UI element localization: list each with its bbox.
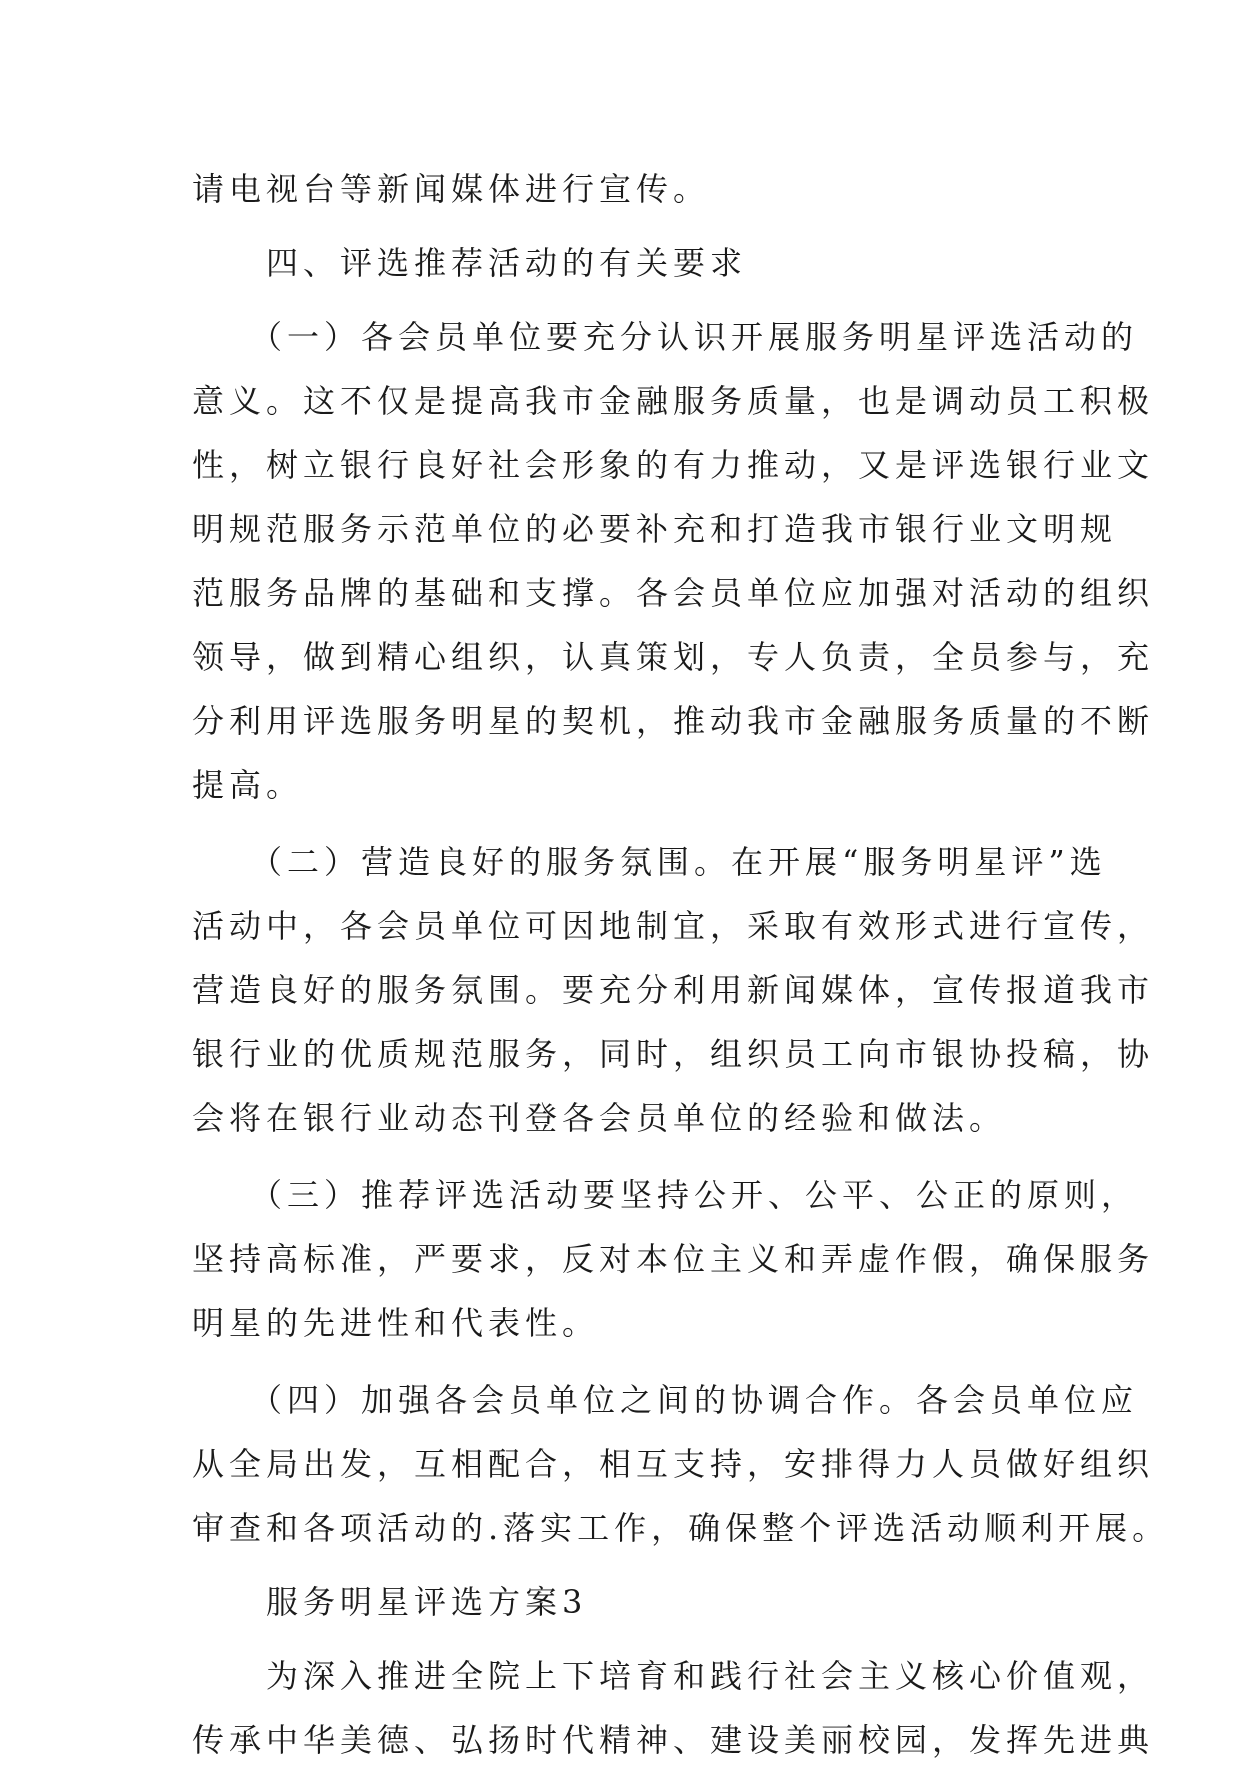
text-line: 审查和各项活动的.落实工作，确保整个评选活动顺利开展。: [192, 1509, 1170, 1547]
text-line: 领导，做到精心组织，认真策划，专人负责，全员参与，充: [192, 638, 1155, 676]
text-line: 营造良好的服务氛围。要充分利用新闻媒体，宣传报道我市: [192, 971, 1155, 1009]
text-line: 银行业的优质规范服务，同时，组织员工向市银协投稿，协: [192, 1035, 1155, 1073]
text-line: （二）营造良好的服务氛围。在开展“服务明星评”选: [192, 843, 1107, 881]
text-line: 范服务品牌的基础和支撑。各会员单位应加强对活动的组织: [192, 574, 1155, 612]
text-line: （三）推荐评选活动要坚持公开、公平、公正的原则，: [192, 1176, 1139, 1214]
text-line: 明星的先进性和代表性。: [192, 1304, 600, 1342]
text-line: 性，树立银行良好社会形象的有力推动，又是评选银行业文: [192, 446, 1155, 484]
text-line: 请电视台等新闻媒体进行宣传。: [192, 170, 711, 208]
text-line: 提高。: [192, 766, 304, 804]
section-heading: 四、评选推荐活动的有关要求: [192, 244, 748, 282]
text-line: 从全局出发，互相配合，相互支持，安排得力人员做好组织: [192, 1445, 1155, 1483]
text-line: 坚持高标准，严要求，反对本位主义和弄虚作假，确保服务: [192, 1240, 1155, 1278]
text-line: 意义。这不仅是提高我市金融服务质量，也是调动员工积极: [192, 382, 1155, 420]
text-line: 分利用评选服务明星的契机，推动我市金融服务质量的不断: [192, 702, 1155, 740]
text-line: （一）各会员单位要充分认识开展服务明星评选活动的: [192, 318, 1139, 356]
text-line: 会将在银行业动态刊登各会员单位的经验和做法。: [192, 1099, 1007, 1137]
text-line: （四）加强各会员单位之间的协调合作。各会员单位应: [192, 1381, 1139, 1419]
text-line: 明规范服务示范单位的必要补充和打造我市银行业文明规: [192, 510, 1118, 548]
text-line: 活动中，各会员单位可因地制宜，采取有效形式进行宣传，: [192, 907, 1155, 945]
text-line: 传承中华美德、弘扬时代精神、建设美丽校园，发挥先进典: [192, 1721, 1155, 1759]
text-line: 为深入推进全院上下培育和践行社会主义核心价值观，: [192, 1657, 1155, 1695]
document-body: [192, 157, 1170, 1772]
section-heading: 服务明星评选方案3: [192, 1583, 588, 1621]
